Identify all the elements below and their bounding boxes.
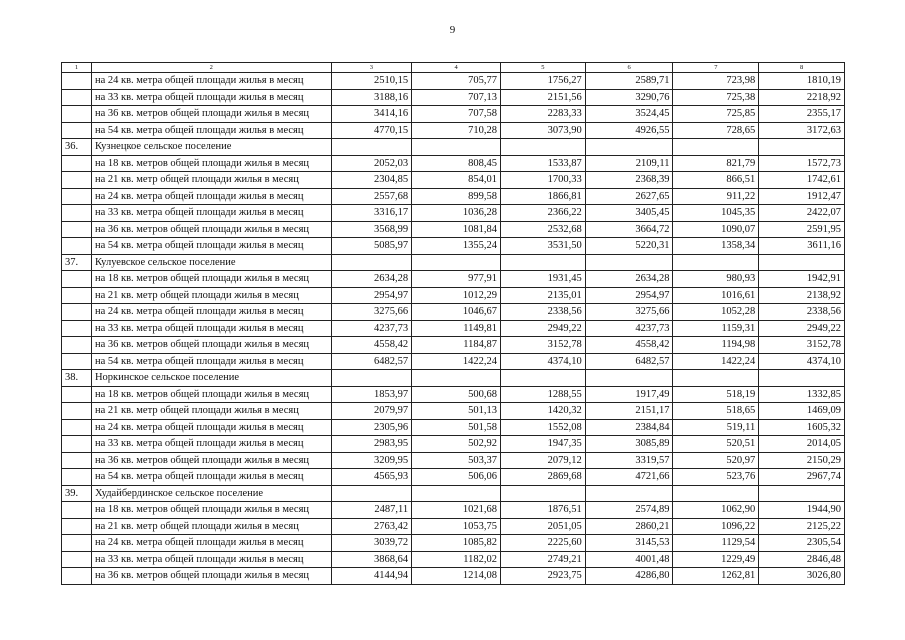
value-cell-col-7: 1422,24: [673, 353, 759, 370]
value-cell-col-7: 1229,49: [673, 551, 759, 568]
value-cell-col-8: 2138,92: [759, 287, 845, 304]
table-row: [62, 238, 845, 255]
value-cell-col-7: 728,65: [673, 122, 759, 139]
value-cell-col-7: 523,76: [673, 469, 759, 486]
value-cell-col-3: 2304,85: [331, 172, 412, 189]
value-cell-col-6: 6482,57: [585, 353, 673, 370]
value-cell-col-5: 2151,56: [500, 89, 585, 106]
value-cell-col-4: 503,37: [412, 452, 501, 469]
section-index: 38.: [62, 370, 92, 387]
table-row: [62, 89, 845, 106]
table-row: [62, 188, 845, 205]
empty-cell: [759, 370, 845, 387]
value-cell-col-7: 1159,31: [673, 320, 759, 337]
value-cell-col-3: 3568,99: [331, 221, 412, 238]
value-cell-col-5: 1876,51: [500, 502, 585, 519]
section-title: Кулуевское сельское поселение: [91, 254, 331, 271]
section-header-row: [62, 485, 845, 502]
value-cell-col-5: 1288,55: [500, 386, 585, 403]
value-cell-col-6: 4926,55: [585, 122, 673, 139]
value-cell-col-8: 1944,90: [759, 502, 845, 519]
empty-index-cell: [62, 386, 92, 403]
value-cell-col-4: 808,45: [412, 155, 501, 172]
column-number-3: 3: [331, 63, 412, 73]
value-cell-col-7: 980,93: [673, 271, 759, 288]
empty-index-cell: [62, 287, 92, 304]
value-cell-col-5: 2225,60: [500, 535, 585, 552]
table-row: [62, 155, 845, 172]
row-label: на 36 кв. метров общей площади жилья в месяц: [91, 568, 331, 585]
value-cell-col-4: 1355,24: [412, 238, 501, 255]
table-row: [62, 106, 845, 123]
row-label: на 24 кв. метра общей площади жилья в месяц: [91, 419, 331, 436]
value-cell-col-4: 1149,81: [412, 320, 501, 337]
value-cell-col-3: 2763,42: [331, 518, 412, 535]
empty-index-cell: [62, 304, 92, 321]
value-cell-col-7: 518,65: [673, 403, 759, 420]
value-cell-col-7: 1194,98: [673, 337, 759, 354]
value-cell-col-8: 2355,17: [759, 106, 845, 123]
section-title: Худайбердинское сельское поселение: [91, 485, 331, 502]
value-cell-col-6: 2109,11: [585, 155, 673, 172]
section-index: 39.: [62, 485, 92, 502]
empty-index-cell: [62, 205, 92, 222]
value-cell-col-6: 5220,31: [585, 238, 673, 255]
value-cell-col-6: 2151,17: [585, 403, 673, 420]
value-cell-col-5: 2532,68: [500, 221, 585, 238]
value-cell-col-7: 1016,61: [673, 287, 759, 304]
value-cell-col-5: 1756,27: [500, 73, 585, 90]
empty-cell: [331, 485, 412, 502]
empty-index-cell: [62, 535, 92, 552]
value-cell-col-6: 3319,57: [585, 452, 673, 469]
column-number-7: 7: [673, 63, 759, 73]
value-cell-col-6: 2574,89: [585, 502, 673, 519]
value-cell-col-7: 725,38: [673, 89, 759, 106]
value-cell-col-4: 501,13: [412, 403, 501, 420]
row-label: на 36 кв. метров общей площади жилья в месяц: [91, 337, 331, 354]
value-cell-col-4: 1214,08: [412, 568, 501, 585]
value-cell-col-5: 3073,90: [500, 122, 585, 139]
value-cell-col-5: 1866,81: [500, 188, 585, 205]
value-cell-col-6: 4721,66: [585, 469, 673, 486]
value-cell-col-8: 2846,48: [759, 551, 845, 568]
value-cell-col-8: 3611,16: [759, 238, 845, 255]
value-cell-col-8: 4374,10: [759, 353, 845, 370]
value-cell-col-8: 1572,73: [759, 155, 845, 172]
row-label: на 21 кв. метр общей площади жилья в месяц: [91, 287, 331, 304]
row-label: на 18 кв. метров общей площади жилья в месяц: [91, 502, 331, 519]
empty-cell: [412, 485, 501, 502]
value-cell-col-5: 1700,33: [500, 172, 585, 189]
row-label: на 18 кв. метров общей площади жилья в месяц: [91, 271, 331, 288]
column-number-header-row: [62, 63, 845, 73]
value-cell-col-5: 2923,75: [500, 568, 585, 585]
value-cell-col-4: 502,92: [412, 436, 501, 453]
value-cell-col-5: 2079,12: [500, 452, 585, 469]
value-cell-col-3: 5085,97: [331, 238, 412, 255]
empty-cell: [500, 139, 585, 156]
value-cell-col-5: 1420,32: [500, 403, 585, 420]
empty-index-cell: [62, 155, 92, 172]
table-row: [62, 419, 845, 436]
value-cell-col-8: 1742,61: [759, 172, 845, 189]
row-label: на 36 кв. метров общей площади жилья в месяц: [91, 452, 331, 469]
table-row: [62, 271, 845, 288]
value-cell-col-6: 3085,89: [585, 436, 673, 453]
value-cell-col-8: 2591,95: [759, 221, 845, 238]
empty-cell: [412, 139, 501, 156]
table-row: [62, 568, 845, 585]
table-row: [62, 452, 845, 469]
value-cell-col-7: 520,97: [673, 452, 759, 469]
empty-cell: [500, 254, 585, 271]
value-cell-col-3: 2557,68: [331, 188, 412, 205]
value-cell-col-6: 4001,48: [585, 551, 673, 568]
value-cell-col-4: 710,28: [412, 122, 501, 139]
value-cell-col-4: 977,91: [412, 271, 501, 288]
value-cell-col-7: 519,11: [673, 419, 759, 436]
row-label: на 18 кв. метров общей площади жилья в месяц: [91, 386, 331, 403]
value-cell-col-8: 2150,29: [759, 452, 845, 469]
empty-index-cell: [62, 73, 92, 90]
value-cell-col-7: 723,98: [673, 73, 759, 90]
section-header-row: [62, 370, 845, 387]
empty-index-cell: [62, 452, 92, 469]
value-cell-col-5: 1947,35: [500, 436, 585, 453]
value-cell-col-3: 2487,11: [331, 502, 412, 519]
value-cell-col-8: 2422,07: [759, 205, 845, 222]
tariff-table: [61, 62, 845, 585]
value-cell-col-8: 2967,74: [759, 469, 845, 486]
value-cell-col-5: 2135,01: [500, 287, 585, 304]
value-cell-col-5: 3152,78: [500, 337, 585, 354]
row-label: на 21 кв. метр общей площади жилья в месяц: [91, 172, 331, 189]
table-row: [62, 205, 845, 222]
empty-cell: [759, 485, 845, 502]
value-cell-col-6: 2368,39: [585, 172, 673, 189]
value-cell-col-8: 3172,63: [759, 122, 845, 139]
value-cell-col-7: 518,19: [673, 386, 759, 403]
value-cell-col-6: 3524,45: [585, 106, 673, 123]
page-number: 9: [449, 24, 456, 36]
value-cell-col-4: 1422,24: [412, 353, 501, 370]
value-cell-col-4: 1021,68: [412, 502, 501, 519]
table-row: [62, 73, 845, 90]
value-cell-col-3: 2510,15: [331, 73, 412, 90]
table-row: [62, 518, 845, 535]
empty-cell: [673, 254, 759, 271]
empty-cell: [412, 254, 501, 271]
empty-index-cell: [62, 238, 92, 255]
value-cell-col-3: 3868,64: [331, 551, 412, 568]
value-cell-col-8: 1810,19: [759, 73, 845, 90]
column-number-6: 6: [585, 63, 673, 73]
table-row: [62, 287, 845, 304]
value-cell-col-5: 1533,87: [500, 155, 585, 172]
value-cell-col-3: 3188,16: [331, 89, 412, 106]
value-cell-col-4: 506,06: [412, 469, 501, 486]
value-cell-col-3: 3414,16: [331, 106, 412, 123]
empty-cell: [585, 254, 673, 271]
value-cell-col-3: 6482,57: [331, 353, 412, 370]
empty-cell: [500, 485, 585, 502]
value-cell-col-8: 2218,92: [759, 89, 845, 106]
column-number-5: 5: [500, 63, 585, 73]
value-cell-col-6: 2634,28: [585, 271, 673, 288]
value-cell-col-3: 4237,73: [331, 320, 412, 337]
value-cell-col-6: 2860,21: [585, 518, 673, 535]
empty-cell: [331, 254, 412, 271]
value-cell-col-6: 2627,65: [585, 188, 673, 205]
value-cell-col-6: 4237,73: [585, 320, 673, 337]
value-cell-col-3: 3039,72: [331, 535, 412, 552]
empty-index-cell: [62, 172, 92, 189]
value-cell-col-8: 2338,56: [759, 304, 845, 321]
table-row: [62, 551, 845, 568]
empty-index-cell: [62, 122, 92, 139]
empty-cell: [331, 139, 412, 156]
value-cell-col-4: 501,58: [412, 419, 501, 436]
column-number-8: 8: [759, 63, 845, 73]
value-cell-col-3: 4558,42: [331, 337, 412, 354]
empty-cell: [585, 370, 673, 387]
value-cell-col-6: 3275,66: [585, 304, 673, 321]
value-cell-col-5: 2051,05: [500, 518, 585, 535]
row-label: на 18 кв. метров общей площади жилья в месяц: [91, 155, 331, 172]
value-cell-col-3: 2079,97: [331, 403, 412, 420]
value-cell-col-7: 1096,22: [673, 518, 759, 535]
row-label: на 24 кв. метра общей площади жилья в месяц: [91, 188, 331, 205]
value-cell-col-8: 2014,05: [759, 436, 845, 453]
table-row: [62, 320, 845, 337]
value-cell-col-7: 520,51: [673, 436, 759, 453]
empty-cell: [759, 254, 845, 271]
table-row: [62, 353, 845, 370]
table-row: [62, 403, 845, 420]
value-cell-col-5: 2869,68: [500, 469, 585, 486]
table-row: [62, 337, 845, 354]
row-label: на 24 кв. метра общей площади жилья в месяц: [91, 304, 331, 321]
row-label: на 33 кв. метра общей площади жилья в месяц: [91, 89, 331, 106]
empty-cell: [412, 370, 501, 387]
value-cell-col-8: 3152,78: [759, 337, 845, 354]
value-cell-col-6: 3290,76: [585, 89, 673, 106]
value-cell-col-8: 2125,22: [759, 518, 845, 535]
value-cell-col-7: 866,51: [673, 172, 759, 189]
value-cell-col-4: 1081,84: [412, 221, 501, 238]
value-cell-col-4: 1085,82: [412, 535, 501, 552]
empty-index-cell: [62, 551, 92, 568]
value-cell-col-5: 2283,33: [500, 106, 585, 123]
value-cell-col-4: 1046,67: [412, 304, 501, 321]
value-cell-col-3: 4144,94: [331, 568, 412, 585]
value-cell-col-3: 2983,95: [331, 436, 412, 453]
value-cell-col-6: 3405,45: [585, 205, 673, 222]
value-cell-col-4: 707,58: [412, 106, 501, 123]
empty-index-cell: [62, 469, 92, 486]
value-cell-col-8: 2949,22: [759, 320, 845, 337]
empty-index-cell: [62, 403, 92, 420]
value-cell-col-6: 4286,80: [585, 568, 673, 585]
empty-index-cell: [62, 89, 92, 106]
value-cell-col-4: 854,01: [412, 172, 501, 189]
row-label: на 54 кв. метра общей площади жилья в месяц: [91, 122, 331, 139]
section-title: Норкинское сельское поселение: [91, 370, 331, 387]
row-label: на 24 кв. метра общей площади жилья в месяц: [91, 73, 331, 90]
section-header-row: [62, 139, 845, 156]
value-cell-col-4: 1053,75: [412, 518, 501, 535]
value-cell-col-7: 1062,90: [673, 502, 759, 519]
value-cell-col-8: 1332,85: [759, 386, 845, 403]
row-label: на 33 кв. метра общей площади жилья в месяц: [91, 320, 331, 337]
empty-index-cell: [62, 337, 92, 354]
value-cell-col-7: 1129,54: [673, 535, 759, 552]
empty-index-cell: [62, 518, 92, 535]
value-cell-col-3: 2305,96: [331, 419, 412, 436]
section-index: 36.: [62, 139, 92, 156]
table-row: [62, 122, 845, 139]
value-cell-col-6: 4558,42: [585, 337, 673, 354]
table-row: [62, 304, 845, 321]
row-label: на 54 кв. метра общей площади жилья в месяц: [91, 469, 331, 486]
value-cell-col-3: 4565,93: [331, 469, 412, 486]
value-cell-col-7: 821,79: [673, 155, 759, 172]
empty-index-cell: [62, 419, 92, 436]
empty-index-cell: [62, 353, 92, 370]
row-label: на 33 кв. метра общей площади жилья в месяц: [91, 205, 331, 222]
value-cell-col-5: 1931,45: [500, 271, 585, 288]
value-cell-col-3: 2052,03: [331, 155, 412, 172]
value-cell-col-7: 725,85: [673, 106, 759, 123]
row-label: на 21 кв. метр общей площади жилья в месяц: [91, 403, 331, 420]
value-cell-col-3: 3209,95: [331, 452, 412, 469]
value-cell-col-5: 4374,10: [500, 353, 585, 370]
value-cell-col-7: 1358,34: [673, 238, 759, 255]
table-row: [62, 469, 845, 486]
value-cell-col-6: 1917,49: [585, 386, 673, 403]
row-label: на 33 кв. метра общей площади жилья в месяц: [91, 551, 331, 568]
value-cell-col-3: 3275,66: [331, 304, 412, 321]
empty-cell: [585, 485, 673, 502]
value-cell-col-7: 1052,28: [673, 304, 759, 321]
value-cell-col-8: 3026,80: [759, 568, 845, 585]
value-cell-col-6: 3664,72: [585, 221, 673, 238]
column-number-2: 2: [91, 63, 331, 73]
value-cell-col-5: 3531,50: [500, 238, 585, 255]
empty-index-cell: [62, 320, 92, 337]
table-row: [62, 502, 845, 519]
value-cell-col-4: 1182,02: [412, 551, 501, 568]
empty-cell: [759, 139, 845, 156]
value-cell-col-8: 2305,54: [759, 535, 845, 552]
value-cell-col-8: 1605,32: [759, 419, 845, 436]
empty-index-cell: [62, 188, 92, 205]
row-label: на 54 кв. метра общей площади жилья в месяц: [91, 238, 331, 255]
table-row: [62, 436, 845, 453]
value-cell-col-4: 899,58: [412, 188, 501, 205]
value-cell-col-4: 500,68: [412, 386, 501, 403]
value-cell-col-6: 3145,53: [585, 535, 673, 552]
value-cell-col-4: 705,77: [412, 73, 501, 90]
value-cell-col-7: 911,22: [673, 188, 759, 205]
value-cell-col-6: 2589,71: [585, 73, 673, 90]
empty-index-cell: [62, 221, 92, 238]
value-cell-col-3: 2634,28: [331, 271, 412, 288]
value-cell-col-8: 1942,91: [759, 271, 845, 288]
value-cell-col-5: 2949,22: [500, 320, 585, 337]
table-row: [62, 386, 845, 403]
empty-index-cell: [62, 106, 92, 123]
table-body: [62, 63, 845, 585]
value-cell-col-8: 1912,47: [759, 188, 845, 205]
table-row: [62, 172, 845, 189]
value-cell-col-3: 4770,15: [331, 122, 412, 139]
value-cell-col-4: 1036,28: [412, 205, 501, 222]
value-cell-col-4: 707,13: [412, 89, 501, 106]
empty-cell: [500, 370, 585, 387]
empty-index-cell: [62, 502, 92, 519]
value-cell-col-4: 1184,87: [412, 337, 501, 354]
value-cell-col-3: 3316,17: [331, 205, 412, 222]
value-cell-col-4: 1012,29: [412, 287, 501, 304]
value-cell-col-6: 2954,97: [585, 287, 673, 304]
section-header-row: [62, 254, 845, 271]
value-cell-col-3: 1853,97: [331, 386, 412, 403]
row-label: на 33 кв. метра общей площади жилья в месяц: [91, 436, 331, 453]
empty-cell: [673, 370, 759, 387]
row-label: на 54 кв. метра общей площади жилья в месяц: [91, 353, 331, 370]
empty-index-cell: [62, 436, 92, 453]
section-title: Кузнецкое сельское поселение: [91, 139, 331, 156]
empty-cell: [331, 370, 412, 387]
row-label: на 24 кв. метра общей площади жилья в месяц: [91, 535, 331, 552]
empty-cell: [673, 485, 759, 502]
section-index: 37.: [62, 254, 92, 271]
value-cell-col-8: 1469,09: [759, 403, 845, 420]
value-cell-col-3: 2954,97: [331, 287, 412, 304]
value-cell-col-7: 1045,35: [673, 205, 759, 222]
empty-index-cell: [62, 271, 92, 288]
value-cell-col-5: 2749,21: [500, 551, 585, 568]
column-number-4: 4: [412, 63, 501, 73]
empty-cell: [585, 139, 673, 156]
value-cell-col-5: 1552,08: [500, 419, 585, 436]
value-cell-col-6: 2384,84: [585, 419, 673, 436]
value-cell-col-7: 1262,81: [673, 568, 759, 585]
row-label: на 36 кв. метров общей площади жилья в месяц: [91, 106, 331, 123]
row-label: на 21 кв. метр общей площади жилья в месяц: [91, 518, 331, 535]
value-cell-col-5: 2366,22: [500, 205, 585, 222]
empty-cell: [673, 139, 759, 156]
table-row: [62, 535, 845, 552]
value-cell-col-5: 2338,56: [500, 304, 585, 321]
value-cell-col-7: 1090,07: [673, 221, 759, 238]
empty-index-cell: [62, 568, 92, 585]
table-row: [62, 221, 845, 238]
row-label: на 36 кв. метров общей площади жилья в месяц: [91, 221, 331, 238]
column-number-1: 1: [62, 63, 92, 73]
